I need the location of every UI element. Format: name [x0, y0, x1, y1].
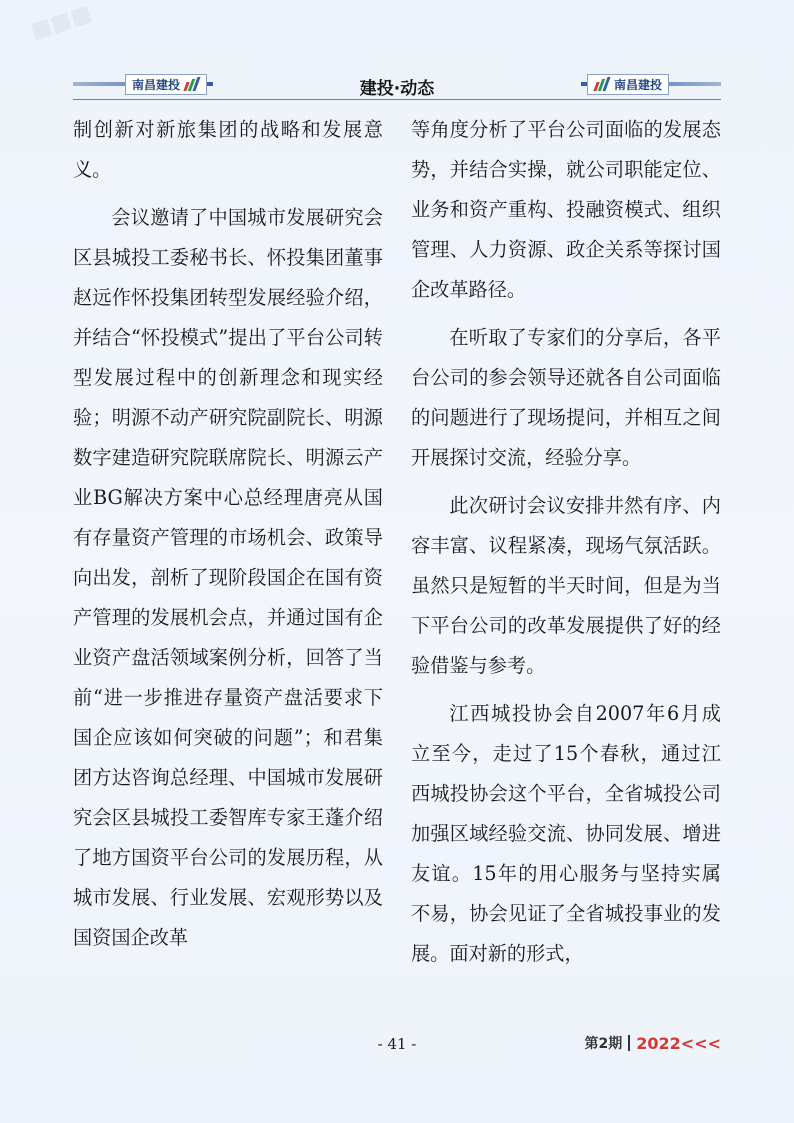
watermark: ■■■ [27, 0, 95, 45]
paragraph: 制创新对新旅集团的战略和发展意义。 [73, 118, 383, 181]
section-title: 建投·动态 [359, 79, 435, 99]
logo-text-right: 南昌建投 [614, 77, 663, 92]
issue-year [636, 1034, 721, 1053]
paragraph: 会议邀请了中国城市发展研究会区县城投工委秘书长、怀投集团董事赵远作怀投集团转型发展经验介绍，并结合“怀投模式”提出了平台公司转型发展过程中的创新理念和现实经验；明源不动产研究院副院长、明源数字建造研究院联席院长、明源云产业BG解决方案中心总经理唐亮从国有存量资产管理的市场机会、政策导向出发，剖析了现阶段国企在国有资产管理的发展机会点，并通过国有企业资产盘活领域案例分析，回答了当前“进一步推进存量资产盘活要求下国企应该如何突破的问题”；和君集团方达咨询总经理、中国城市发展研究会区县城投工委智库专家王蓬介绍了地方国资平台公司的发展历程，从城市发展、行业发展、宏观形势以及国资国企改革 [73, 206, 383, 949]
logo-badge-right [587, 74, 669, 95]
year-arrows-icon: <<< [680, 1033, 721, 1053]
issue-separator [628, 1035, 630, 1051]
issue-badge [585, 1033, 722, 1053]
issue-label: 第2期 [584, 1036, 623, 1052]
page-number: - 41 - [377, 1035, 417, 1053]
paragraph: 此次研讨会议安排井然有序、内容丰富、议程紧凑，现场气氛活跃。虽然只是短暂的半天时间，但是为当下平台公司的改革发展提供了好的经验借鉴与参考。 [411, 494, 721, 677]
left-column [73, 110, 383, 958]
logo-mark-icon [594, 77, 610, 91]
issue-year-number: 2022 [636, 1033, 681, 1053]
paragraph: 等角度分析了平台公司面临的发展态势，并结合实操，就公司职能定位、业务和资产重构、投融资模式、组织管理、人力资源、政企关系等探讨国企改革路径。 [411, 118, 721, 301]
paragraph: 江西城投协会自2007年6月成立至今，走过了15个春秋，通过江西城投协会这个平台，全省城投公司加强区域经验交流、协同发展、增进友谊。15年的用心服务与坚持实属不易，协会见证了全省城投事业的发展。面对新的形式， [411, 702, 721, 965]
header-logo-right [581, 72, 721, 96]
paragraph: 在听取了专家们的分享后，各平台公司的参会领导还就各自公司面临的问题进行了现场提问，并相互之间开展探讨交流，经验分享。 [411, 326, 721, 469]
page-header [73, 72, 721, 98]
header-divider [73, 99, 721, 100]
logo-text-left: 南昌建投 [132, 77, 181, 92]
right-column [411, 110, 721, 974]
